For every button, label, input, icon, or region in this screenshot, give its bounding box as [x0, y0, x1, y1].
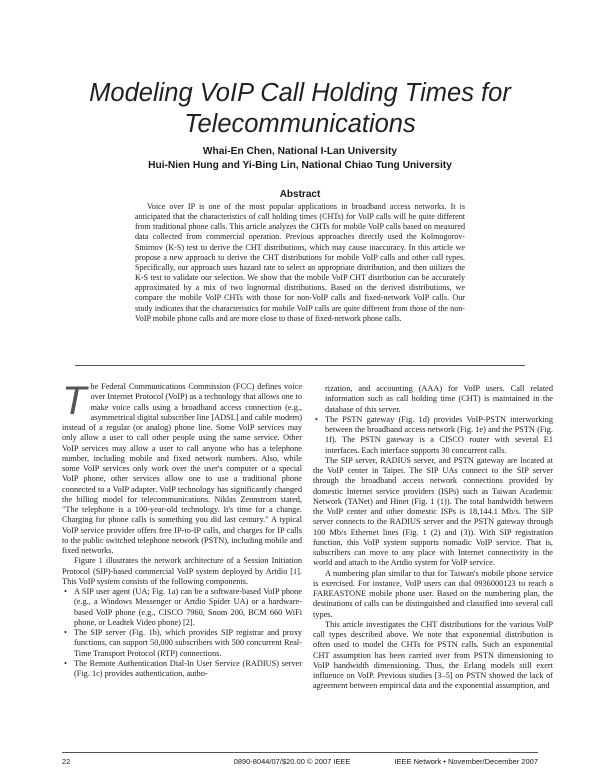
page-number: 22	[62, 757, 71, 766]
article-title	[40, 78, 560, 140]
body-paragraph: Figure 1 illustrates the network architecture of a Session Initiation Protocol (SIP)-based commercial VoIP system deployed by Artdio [1]. This VoIP system consists of the following components.	[62, 556, 302, 586]
author-line-2: Hui-Nien Hung and Yi-Bing Lin, National Chiao Tung University	[148, 160, 452, 171]
body-paragraph: A numbering plan similar to that for Taiwan's mobile phone service is exercised. For instance, VoIP users can dial 0936000123 to reach a FAREASTONE mobile phone user. Based on the numbering plan, the destinations of calls can be distinguished and classified into several call types.	[313, 568, 553, 619]
component-list	[62, 587, 302, 679]
component-list-continued	[313, 415, 553, 456]
intro-paragraph	[62, 379, 302, 556]
abstract-divider	[75, 365, 525, 366]
author-block	[90, 145, 510, 173]
footer-divider	[62, 752, 538, 753]
abstract-heading: Abstract	[279, 189, 321, 200]
title-line-2: Telecommunications	[184, 110, 416, 138]
drop-cap: T	[62, 379, 87, 423]
body-paragraph: The SIP server, RADIUS server, and PSTN gateway are located at the VoIP center in Taipei. The SIP UAs connect to the SIP server through the broadband access network connections provided by domestic Internet service providers (ISPs) such as Taiwan Academic Network (TANet) and Hinet (Fig. 1 (1)). The total bandwidth between the VoIP center and other domestic ISPs is 18,144.1 Mb/s. The SIP server connects to the RADIUS server and the PSTN gateway through 100 Mb/s Ethernet lines (Fig. 1 (2) and (3)). With SIP registration function, this VoIP system supports nomadic VoIP service. That is, subscribers can move to any place with Internet connectivity in the world and attach to the Artdio system for VoIP service.	[313, 455, 553, 568]
abstract-text: Voice over IP is one of the most popular applications in broadband access networks. It is anticipated that the characteristics of call holding times (CHTs) for VoIP calls will be quite different from traditional phone calls. This article analyzes the CHTs for mobile VoIP calls based on measured data collected from commercial operation. Previous approaches directly used the Kolmogorov-Smirnov (K-S) test to derive the CHT distributions, which may cause inaccuracy. In this article we propose a new approach to derive the CHT distributions for mobile VoIP calls and other call types. Specifically, our approach uses hazard rate to select an appropriate distribution, and then utilizes the K-S test to validate our selection. We show that the mobile VoIP CHT distribution can be accurately approximated by a mix of two lognormal distributions. Based on the derived distributions, we compare the mobile VoIP CHTs with those for non-VoIP calls and fixed-network VoIP calls. Our study indicates that the characteristics for mobile VoIP calls are quite different from those of the non-VoIP mobile phone calls and are more close to those of fixed-network phone calls.	[135, 202, 465, 323]
list-continuation: rization, and accounting (AAA) for VoIP users. Call related information such as call holding time (CHT) is maintained in the database of this server.	[325, 384, 553, 414]
issn-copyright: 0890-8044/07/$20.00 © 2007 IEEE	[233, 757, 351, 766]
page-footer	[62, 757, 538, 769]
list-item: • The Remote Authentication Dial-In User Service (RADIUS) server (Fig. 1c) provides authentication, autho-	[74, 659, 302, 680]
body-paragraph: This article investigates the CHT distributions for the various VoIP call types described above. We note that exponential distribution is often used to model the CHTs for PSTN calls. Such an exponential CHT assumption has been carried over from PSTN dimensioning to VoIP bandwidth dimensioning. Thus, the Erlang models still exert influence on VoIP. Previous studies [3–5] on PSTN showed the lack of agreement between empirical data and the exponential assumption, and	[313, 619, 553, 691]
body-column-right	[313, 384, 553, 692]
author-line-1: Whai-En Chen, National I-Lan University	[202, 146, 398, 157]
list-item: • The SIP server (Fig. 1b), which provides SIP registrar and proxy functions, can support 50,000 subscribers with 500 concurrent Real-Time Transport Protocol (RTP) connections.	[74, 628, 302, 659]
body-column-left	[62, 379, 302, 679]
journal-issue: IEEE Network • November/December 2007	[394, 757, 538, 766]
intro-text: he Federal Communications Commission (FCC) defines voice over Internet Protocol (VoIP) as a technology that allows one to make voice calls using a broadband access connection (e.g., asymmetrical digital subscriber line [ADSL] and cable modem) instead of a regular (or analog) phone line. Some VoIP services may only allow a user to call other people using the same service. Other VoIP services may allow a user to call anyone who has a telephone number, including mobile and fixed network numbers. Also, while some VoIP services only work over the user's computer or a special VoIP phone, other services allow one to use a traditional phone connected to a VoIP adapter. VoIP technology has significantly changed the billing model for telecommunications. Niklas Zennstrom stated, "The telephone is a 100-year-old technology. It's time for a change. Charging for phone calls is something you did last century." A typical VoIP service provider offers free IP-to-IP calls, and charges for IP calls to the public switched telephone network (PSTN), including mobile and fixed networks.	[62, 382, 302, 555]
title-line-1: Modeling VoIP Call Holding Times for	[89, 79, 511, 107]
list-item: • The PSTN gateway (Fig. 1d) provides VoIP-PSTN interworking between the broadband access network (Fig. 1e) and the PSTN (Fig. 1f). The PSTN gateway is a CISCO router with several E1 interfaces. Each interface supports 30 concurrent calls.	[325, 415, 553, 456]
list-item: • A SIP user agent (UA; Fig. 1a) can be a software-based VoIP phone (e.g., a Windows Messenger or Artdio Spider UA) or a hardware-based VoIP phone (e.g., CISCO 7960, Snom 200, BCM 660 WiFi phone, or Leadtek Video phone) [2].	[74, 587, 302, 628]
